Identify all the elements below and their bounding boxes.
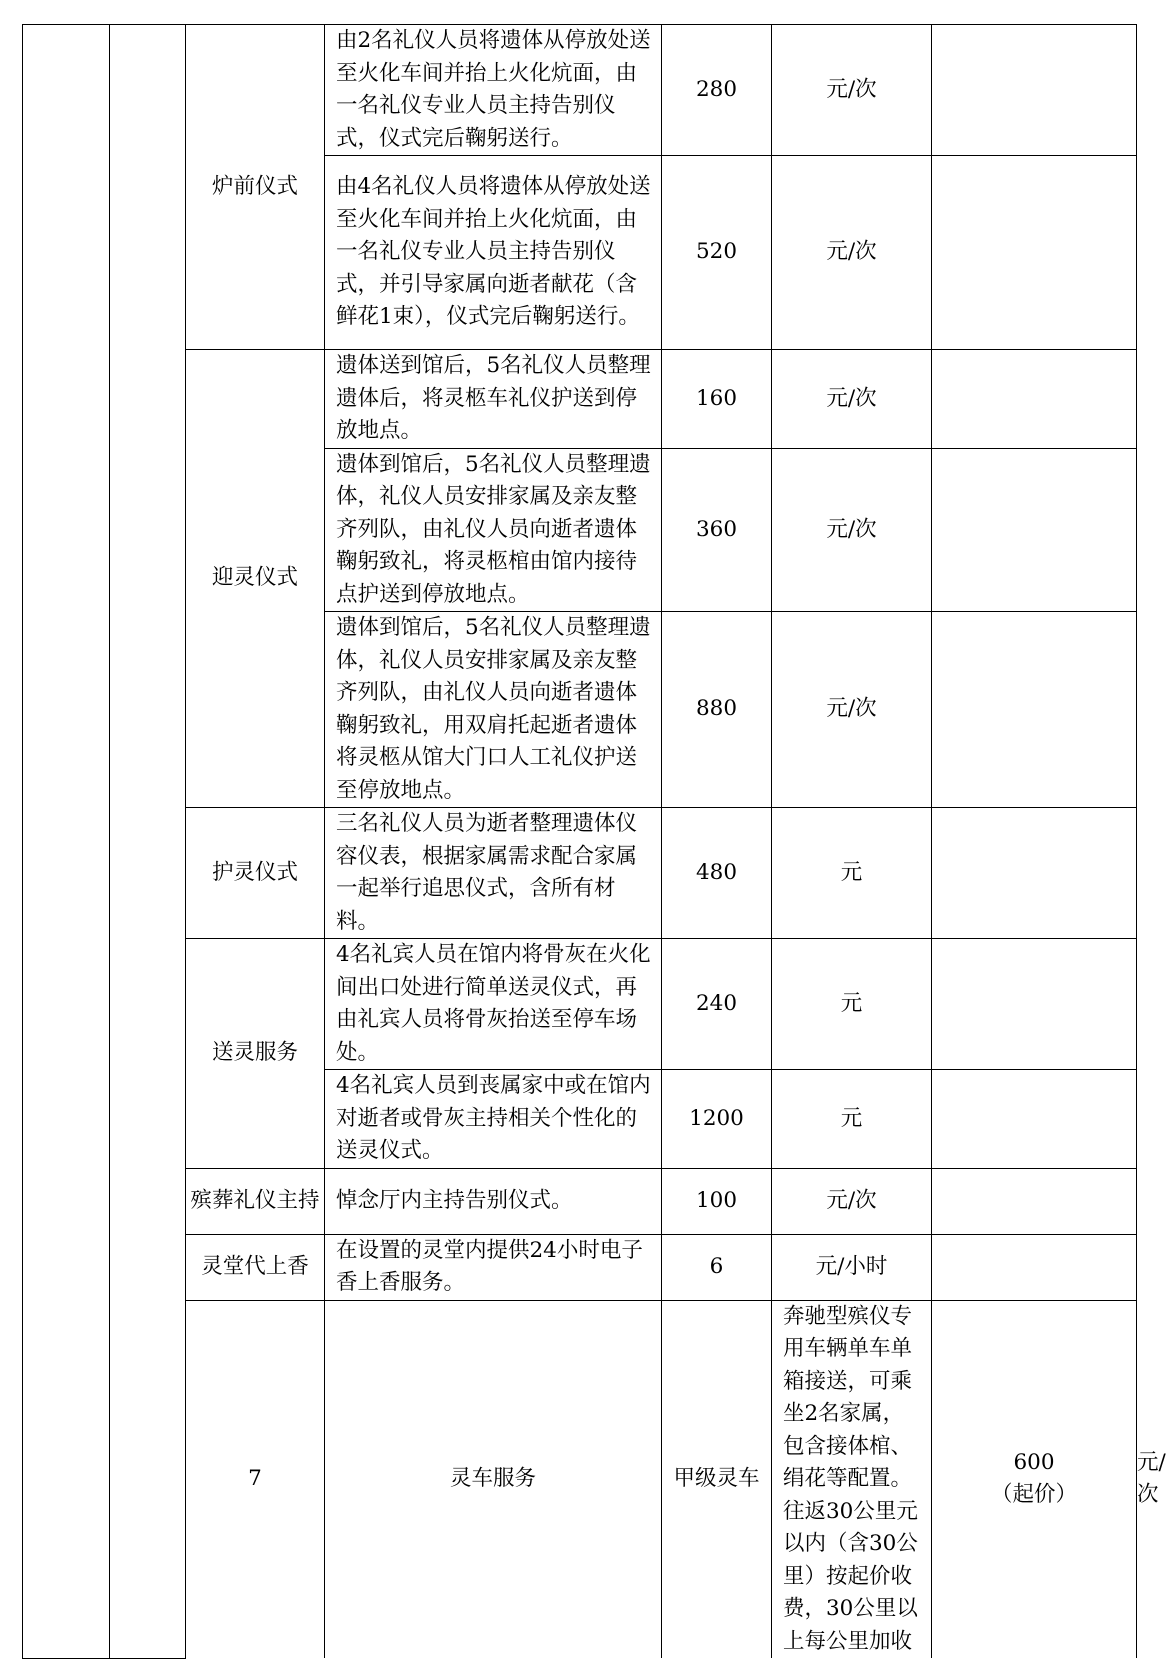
fee-table <box>22 24 1166 1659</box>
desc-cell: 悼念厅内主持告别仪式。 <box>325 1168 662 1234</box>
desc-cell: 在设置的灵堂内提供24小时电子香上香服务。 <box>325 1234 662 1300</box>
desc-cell: 三名礼仪人员为逝者整理遗体仪容仪表，根据家属需求配合家属一起举行追思仪式，含所有材料。 <box>325 808 662 939</box>
unit-cell: 元/次 <box>772 156 932 350</box>
unit-cell: 元/次 <box>772 612 932 808</box>
desc-cell: 由4名礼仪人员将遗体从停放处送至火化车间并抬上火化炕面，由一名礼仪专业人员主持告别仪式，并引导家属向逝者献花（含鲜花1束），仪式完后鞠躬送行。 <box>325 156 662 350</box>
note-cell <box>932 1234 1137 1300</box>
price-cell <box>932 1300 1137 1658</box>
price-cell: 280 <box>662 25 772 156</box>
unit-cell: 元/次 <box>772 350 932 449</box>
price-cell: 1200 <box>662 1070 772 1169</box>
note-cell <box>932 612 1137 808</box>
price-cell: 240 <box>662 939 772 1070</box>
no-cell-continued <box>23 25 110 1659</box>
unit-cell: 元/次 <box>772 1168 932 1234</box>
desc-cell: 由2名礼仪人员将遗体从停放处送至火化车间并抬上火化炕面，由一名礼仪专业人员主持告别仪式，仪式完后鞠躬送行。 <box>325 25 662 156</box>
note-cell <box>932 1070 1137 1169</box>
price-cell: 100 <box>662 1168 772 1234</box>
unit-cell: 元 <box>772 939 932 1070</box>
item-cell: 送灵服务 <box>186 939 325 1169</box>
note-cell <box>932 939 1137 1070</box>
unit-cell: 元 <box>772 1070 932 1169</box>
unit-cell: 元/次 <box>772 448 932 612</box>
note-cell <box>932 1168 1137 1234</box>
price-cell: 880 <box>662 612 772 808</box>
table-row: 7 灵车服务 甲级灵车 奔驰型殡仪专用车辆单车单箱接送，可乘坐2名家属，包含接体棺、绢花等配置。往返30公里元以内（含30公里）按起价收费，30公里以上每公里加收 600 （起价） 元/次 <box>23 1300 1137 1658</box>
table-row <box>23 350 1137 449</box>
table-row <box>23 25 1137 156</box>
price-note: （起价） <box>990 1482 1077 1508</box>
item-cell: 护灵仪式 <box>186 808 325 939</box>
item-cell: 殡葬礼仪主持 <box>186 1168 325 1234</box>
desc-cell: 遗体到馆后，5名礼仪人员整理遗体，礼仪人员安排家属及亲友整齐列队，由礼仪人员向逝者遗体鞠躬致礼，将灵柩棺由馆内接待点护送到停放地点。 <box>325 448 662 612</box>
category-cell-continued <box>110 25 186 1659</box>
item-cell: 炉前仪式 <box>186 25 325 350</box>
item-cell: 迎灵仪式 <box>186 350 325 808</box>
no-cell: 7 <box>186 1300 325 1658</box>
note-cell <box>932 156 1137 350</box>
table-row <box>23 808 1137 939</box>
table-row <box>23 1168 1137 1234</box>
item-cell: 灵堂代上香 <box>186 1234 325 1300</box>
desc-cell: 4名礼宾人员在馆内将骨灰在火化间出口处进行简单送灵仪式，再由礼宾人员将骨灰抬送至停车场处。 <box>325 939 662 1070</box>
note-cell <box>932 25 1137 156</box>
unit-cell: 元/小时 <box>772 1234 932 1300</box>
price-cell: 520 <box>662 156 772 350</box>
price-cell: 160 <box>662 350 772 449</box>
desc-cell: 遗体到馆后，5名礼仪人员整理遗体，礼仪人员安排家属及亲友整齐列队，由礼仪人员向逝者遗体鞠躬致礼，用双肩托起逝者遗体将灵柩从馆大门口人工礼仪护送至停放地点。 <box>325 612 662 808</box>
table-row <box>23 939 1137 1070</box>
note-cell <box>932 448 1137 612</box>
table-row <box>23 1234 1137 1300</box>
note-cell <box>932 350 1137 449</box>
price-cell: 6 <box>662 1234 772 1300</box>
unit-cell: 元/次 <box>772 25 932 156</box>
desc-cell: 遗体送到馆后，5名礼仪人员整理遗体后，将灵柩车礼仪护送到停放地点。 <box>325 350 662 449</box>
desc-cell: 4名礼宾人员到丧属家中或在馆内对逝者或骨灰主持相关个性化的送灵仪式。 <box>325 1070 662 1169</box>
price-cell: 480 <box>662 808 772 939</box>
desc-cell: 奔驰型殡仪专用车辆单车单箱接送，可乘坐2名家属，包含接体棺、绢花等配置。往返30公里元以内（含30公里）按起价收费，30公里以上每公里加收 <box>772 1300 932 1658</box>
note-cell <box>932 808 1137 939</box>
unit-cell: 元 <box>772 808 932 939</box>
item-cell: 甲级灵车 <box>662 1300 772 1658</box>
price-value: 600 <box>1013 1449 1055 1475</box>
category-cell: 灵车服务 <box>325 1300 662 1658</box>
price-cell: 360 <box>662 448 772 612</box>
